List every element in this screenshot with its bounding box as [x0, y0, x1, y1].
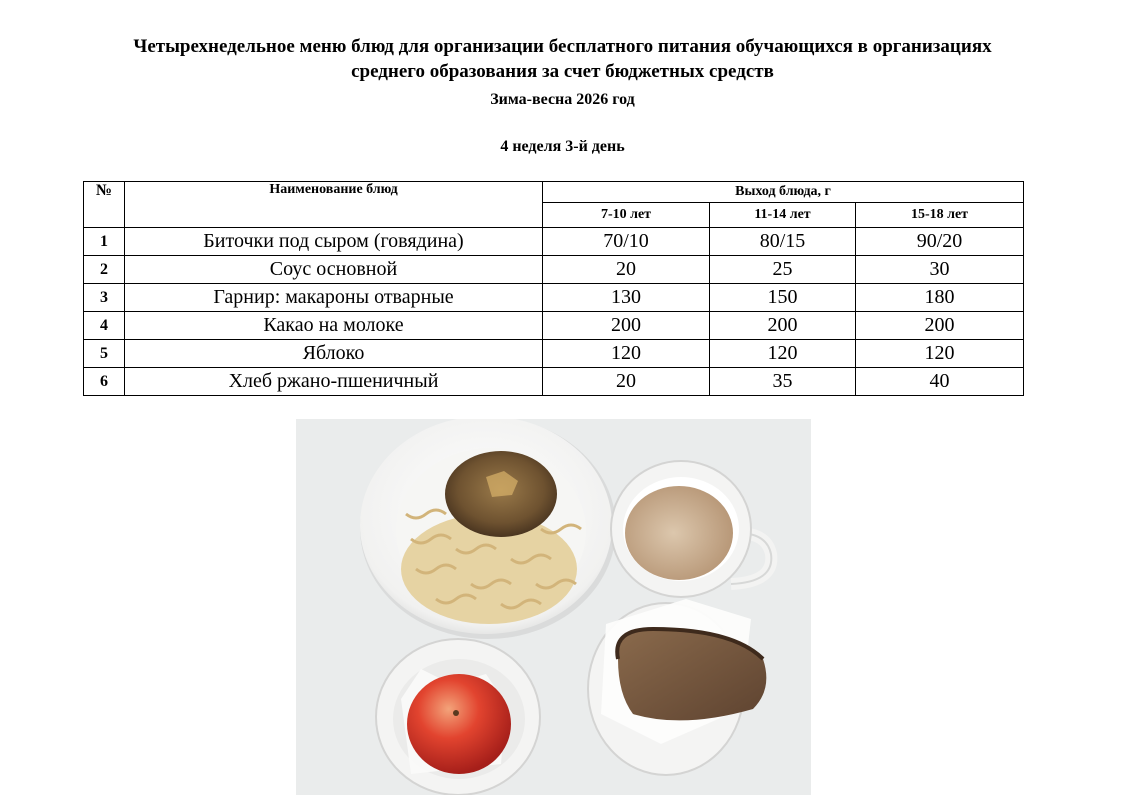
header-output: Выход блюда, г — [543, 182, 1024, 203]
dish-name: Соус основной — [125, 256, 543, 284]
title-line-1: Четырехнедельное меню блюд для организации бесплатного питания обучающихся в организациях — [133, 36, 992, 57]
table-row — [84, 340, 1024, 368]
dish-name: Гарнир: макароны отварные — [125, 284, 543, 312]
table-row — [84, 228, 1024, 256]
table-row — [84, 284, 1024, 312]
portion-11-14: 35 — [710, 368, 856, 396]
portion-15-18: 180 — [856, 284, 1024, 312]
portion-7-10: 130 — [543, 284, 710, 312]
document-title — [0, 34, 1125, 84]
dish-name: Яблоко — [125, 340, 543, 368]
portion-7-10: 20 — [543, 256, 710, 284]
header-age-15-18: 15-18 лет — [856, 203, 1024, 228]
portion-11-14: 150 — [710, 284, 856, 312]
row-number: 2 — [84, 256, 125, 284]
portion-15-18: 90/20 — [856, 228, 1024, 256]
table-row — [84, 256, 1024, 284]
header-age-11-14: 11-14 лет — [710, 203, 856, 228]
dish-name: Хлеб ржано-пшеничный — [125, 368, 543, 396]
portion-11-14: 25 — [710, 256, 856, 284]
portion-7-10: 200 — [543, 312, 710, 340]
portion-15-18: 120 — [856, 340, 1024, 368]
portion-11-14: 120 — [710, 340, 856, 368]
portion-7-10: 120 — [543, 340, 710, 368]
portion-11-14: 80/15 — [710, 228, 856, 256]
title-line-2: среднего образования за счет бюджетных средств — [351, 61, 774, 82]
header-number: № — [84, 182, 125, 228]
row-number: 4 — [84, 312, 125, 340]
dish-name: Какао на молоке — [125, 312, 543, 340]
portion-11-14: 200 — [710, 312, 856, 340]
portion-15-18: 200 — [856, 312, 1024, 340]
portion-7-10: 70/10 — [543, 228, 710, 256]
meal-photo — [296, 419, 811, 795]
season-subtitle: Зима-весна 2026 год — [490, 91, 635, 108]
portion-7-10: 20 — [543, 368, 710, 396]
dish-name: Биточки под сыром (говядина) — [125, 228, 543, 256]
portion-15-18: 40 — [856, 368, 1024, 396]
portion-15-18: 30 — [856, 256, 1024, 284]
table-header-row — [84, 182, 1024, 203]
table-row — [84, 368, 1024, 396]
header-dish-name: Наименование блюд — [125, 182, 543, 228]
row-number: 1 — [84, 228, 125, 256]
row-number: 6 — [84, 368, 125, 396]
day-subtitle: 4 неделя 3-й день — [500, 138, 625, 155]
menu-table — [83, 181, 1024, 396]
row-number: 3 — [84, 284, 125, 312]
header-age-7-10: 7-10 лет — [543, 203, 710, 228]
table-row — [84, 312, 1024, 340]
row-number: 5 — [84, 340, 125, 368]
